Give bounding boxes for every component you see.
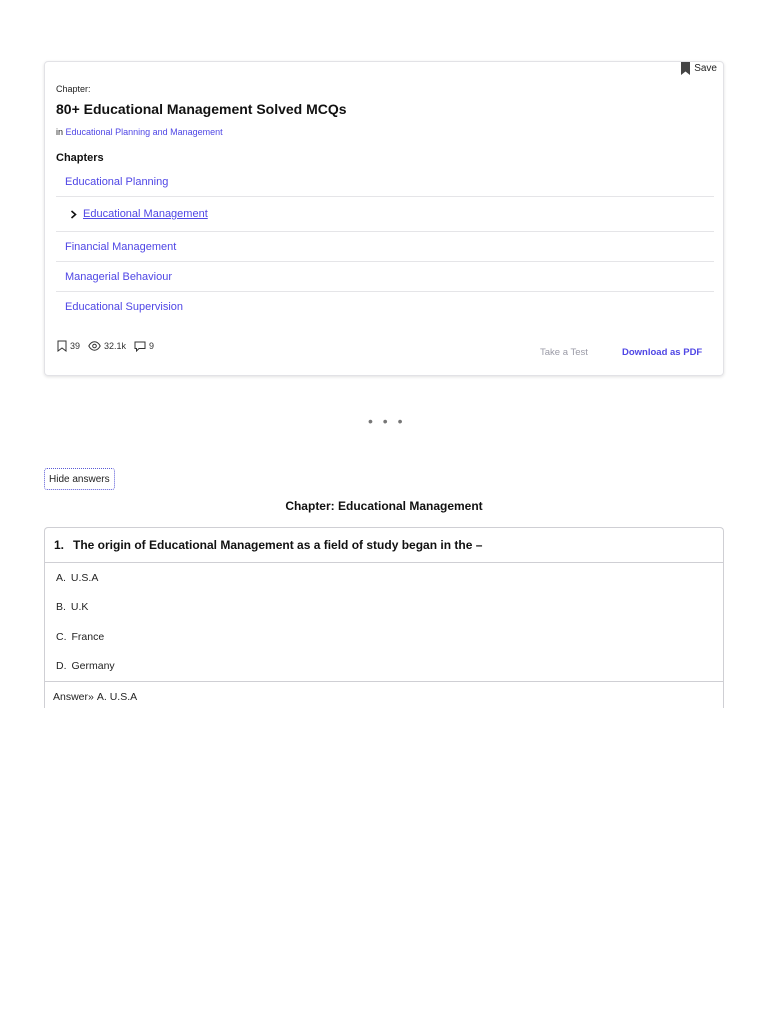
option-letter: A. (56, 571, 66, 584)
comments-stat[interactable] (134, 341, 154, 352)
comment-icon (134, 341, 146, 352)
option-b[interactable] (45, 593, 723, 623)
chapter-label: Educational Management (83, 208, 208, 220)
save-label: Save (694, 63, 717, 74)
option-text: Germany (71, 660, 115, 673)
chapter-link-educational-planning[interactable] (56, 167, 714, 197)
page-title: 80+ Educational Management Solved MCQs (56, 101, 347, 117)
bookmark-icon (680, 62, 691, 75)
chapter-label: Educational Supervision (65, 301, 184, 313)
chapter-link-educational-management[interactable] (56, 197, 714, 232)
comments-count: 9 (149, 341, 155, 351)
saves-count: 39 (70, 341, 81, 351)
parent-subject-link[interactable]: Educational Planning and Management (65, 127, 223, 137)
option-c[interactable] (45, 622, 723, 652)
chapter-link-financial-management[interactable] (56, 232, 714, 262)
section-title: Chapter: Educational Management (285, 499, 483, 513)
chapter-link-managerial-behaviour[interactable] (56, 262, 714, 292)
question-text: The origin of Educational Management as a field of study began in the – (73, 538, 483, 552)
question-header (45, 528, 723, 563)
option-text: France (71, 630, 105, 643)
chapter-label: Financial Management (65, 240, 177, 253)
stats-row (57, 340, 162, 352)
take-test-button[interactable]: Take a Test (540, 347, 588, 358)
chapter-link-educational-supervision[interactable] (56, 292, 714, 322)
chapter-label: Managerial Behaviour (65, 270, 173, 283)
answer-label: Answer» (53, 691, 94, 703)
download-pdf-button[interactable]: Download as PDF (622, 347, 703, 358)
answer-row (45, 681, 723, 712)
chapters-list (56, 167, 714, 322)
eye-icon (88, 341, 101, 351)
bookmark-outline-icon (57, 340, 67, 352)
chapter-kicker: Chapter: (56, 84, 91, 94)
options-list (45, 563, 723, 681)
in-prefix: in (56, 127, 64, 137)
option-d[interactable] (45, 652, 723, 682)
chapter-card (44, 61, 724, 376)
option-text: U.S.A (70, 571, 99, 584)
question-number: 1. (54, 538, 65, 552)
option-letter: C. (56, 630, 67, 643)
hide-answers-button[interactable]: Hide answers (44, 468, 115, 490)
option-a[interactable] (45, 563, 723, 593)
parent-subject-line (56, 127, 223, 137)
question-card (44, 527, 724, 708)
save-button[interactable] (680, 62, 717, 75)
chapter-label: Educational Planning (65, 175, 169, 188)
chapters-heading: Chapters (56, 152, 104, 164)
answer-text: A. U.S.A (96, 691, 138, 703)
option-letter: D. (56, 660, 67, 673)
saves-stat[interactable] (57, 340, 80, 352)
views-count: 32.1k (104, 341, 127, 351)
option-letter: B. (56, 601, 66, 614)
more-dots: • • • (368, 413, 406, 429)
views-stat (88, 341, 126, 351)
chevron-right-icon (70, 210, 77, 219)
option-text: U.K (70, 601, 89, 614)
